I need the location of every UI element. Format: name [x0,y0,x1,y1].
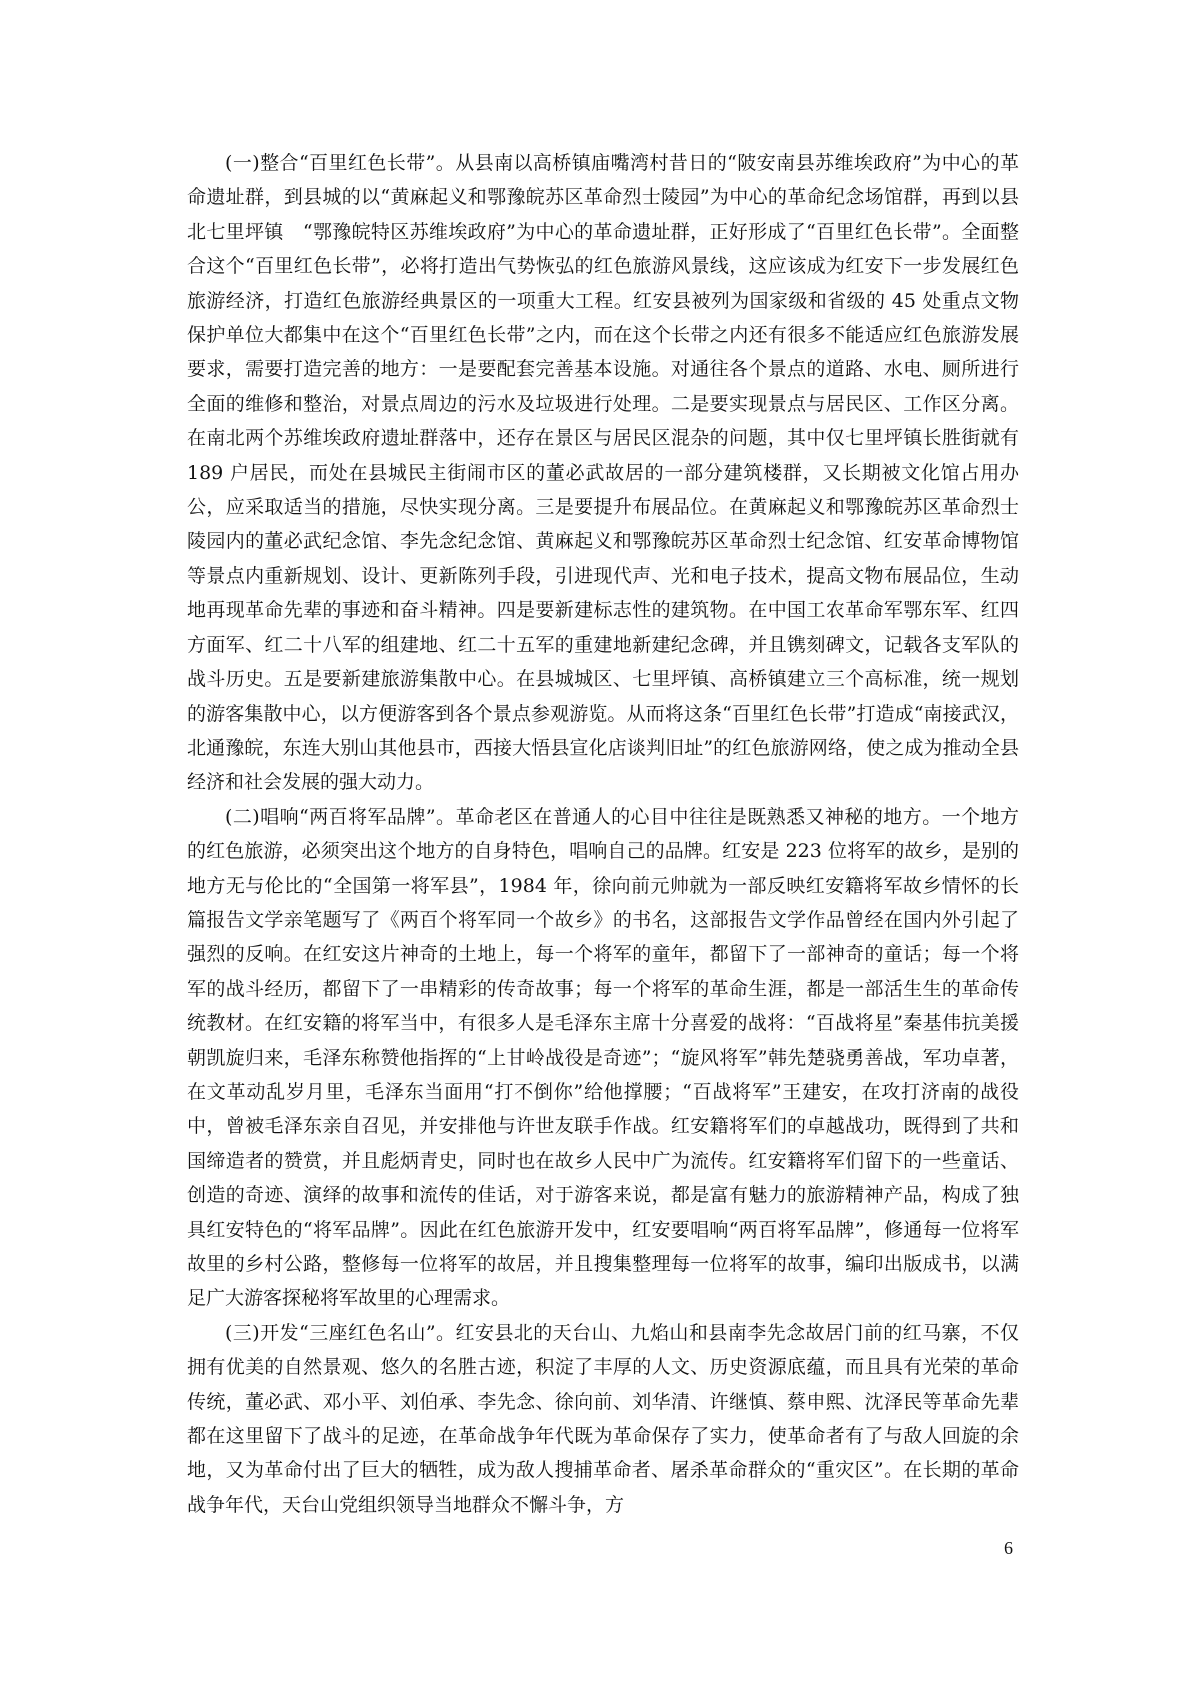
paragraph-red-mountains: (三)开发“三座红色名山”。红安县北的天台山、九焰山和县南李先念故居门前的红马寨，不仅拥有优美的自然景观、悠久的名胜古迹，积淀了丰厚的人文、历史资源底蕴，而且具有光荣的革命传统，董必武、邓小平、刘伯承、李先念、徐向前、刘华清、许继慎、蔡申熙、沈泽民等革命先辈都在这里留下了战斗的足迹，在革命战争年代既为革命保存了实力，使革命者有了与敌人回旋的余地，又为革命付出了巨大的牺牲，成为敌人搜捕革命者、屠杀革命群众的“重灾区”。在长期的革命战争年代，天台山党组织领导当地群众不懈斗争，方 [187,1321,1019,1516]
body-text [187,146,1019,1522]
page-number: 6 [1004,1538,1013,1558]
paragraph-integrate-red-belt: (一)整合“百里红色长带”。从县南以高桥镇庙嘴湾村昔日的“陂安南县苏维埃政府”为中心的革命遗址群，到县城的以“黄麻起义和鄂豫皖苏区革命烈士陵园”为中心的革命纪念场馆群，再到以县北七里坪镇 “鄂豫皖特区苏维埃政府”为中心的革命遗址群，正好形成了“百里红色长带”。全面整合这个“百里红色长带”，必将打造出气势恢弘的红色旅游风景线，这应该成为红安下一步发展红色旅游经济，打造红色旅游经典景区的一项重大工程。红安县被列为国家级和省级的 45 处重点文物保护单位大都集中在这个“百里红色长带”之内，而在这个长带之内还有很多不能适应红色旅游发展要求，需要打造完善的地方：一是要配套完善基本设施。对通往各个景点的道路、水电、厕所进行全面的维修和整治，对景点周边的污水及垃圾进行处理。二是要实现景点与居民区、工作区分离。在南北两个苏维埃政府遗址群落中，还存在景区与居民区混杂的问题，其中仅七里坪镇长胜街就有 189 户居民，而处在县城民主街闹市区的董必武故居的一部分建筑楼群，又长期被文化馆占用办公，应采取适当的措施，尽快实现分离。三是要提升布展品位。在黄麻起义和鄂豫皖苏区革命烈士陵园内的董必武纪念馆、李先念纪念馆、黄麻起义和鄂豫皖苏区革命烈士纪念馆、红安革命博物馆等景点内重新规划、设计、更新陈列手段，引进现代声、光和电子技术，提高文物布展品位，生动地再现革命先辈的事迹和奋斗精神。四是要新建标志性的建筑物。在中国工农革命军鄂东军、红四方面军、红二十八军的组建地、红二十五军的重建地新建纪念碑，并且镌刻碑文，记载各支军队的战斗历史。五是要新建旅游集散中心。在县城城区、七里坪镇、高桥镇建立三个高标准，统一规划的游客集散中心，以方便游客到各个景点参观游览。从而将这条“百里红色长带”打造成“南接武汉，北通豫皖，东连大别山其他县市，西接大悟县宣化店谈判旧址”的红色旅游网络，使之成为推动全县经济和社会发展的强大动力。 [187,152,1019,794]
paragraph-general-brand: (二)唱响“两百将军品牌”。革命老区在普通人的心目中往往是既熟悉又神秘的地方。一个地方的红色旅游，必须突出这个地方的自身特色，唱响自己的品牌。红安是 223 位将军的故乡，是别的地方无与伦比的“全国第一将军县”，1984 年，徐向前元帅就为一部反映红安籍将军故乡情怀的长篇报告文学亲笔题写了《两百个将军同一个故乡》的书名，这部报告文学作品曾经在国内外引起了强烈的反响。在红安这片神奇的土地上，每一个将军的童年，都留下了一部神奇的童话；每一个将军的战斗经历，都留下了一串精彩的传奇故事；每一个将军的革命生涯，都是一部活生生的革命传统教材。在红安籍的将军当中，有很多人是毛泽东主席十分喜爱的战将：“百战将星”秦基伟抗美援朝凯旋归来，毛泽东称赞他指挥的“上甘岭战役是奇迹”；“旋风将军”韩先楚骁勇善战，军功卓著，在文革动乱岁月里，毛泽东当面用“打不倒你”给他撑腰；“百战将军”王建安，在攻打济南的战役中，曾被毛泽东亲自召见，并安排他与许世友联手作战。红安籍将军们的卓越战功，既得到了共和国缔造者的赞赏，并且彪炳青史，同时也在故乡人民中广为流传。红安籍将军们留下的一些童话、创造的奇迹、演绎的故事和流传的佳话，对于游客来说，都是富有魅力的旅游精神产品，构成了独具红安特色的“将军品牌”。因此在红色旅游开发中，红安要唱响“两百将军品牌”，修通每一位将军故里的乡村公路，整修每一位将军的故居，并且搜集整理每一位将军的故事，编印出版成书，以满足广大游客探秘将军故里的心理需求。 [187,805,1019,1310]
